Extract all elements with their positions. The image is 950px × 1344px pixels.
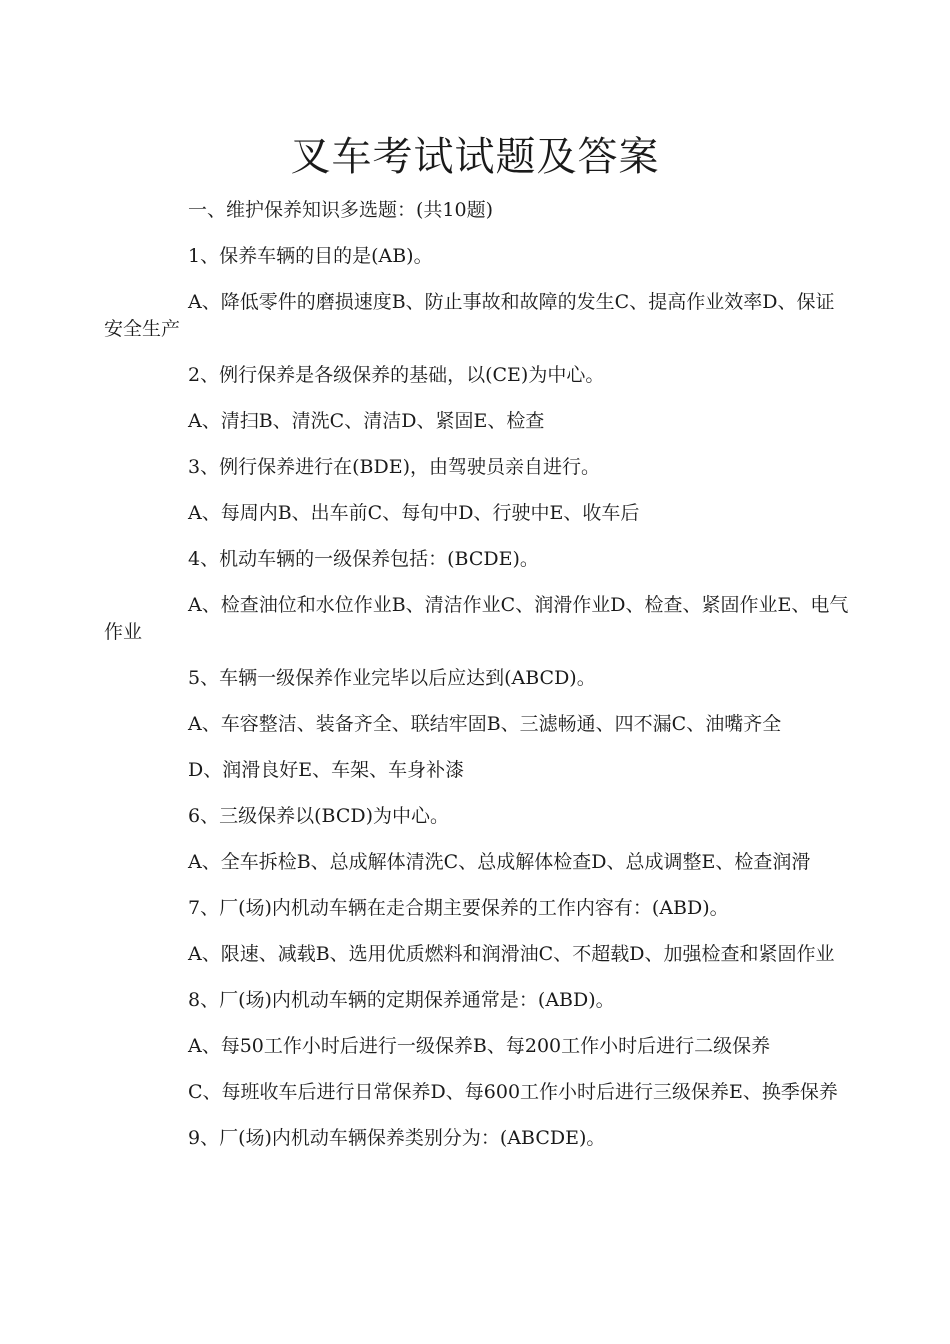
- question-6-options: A、全车拆检B、总成解体清洗C、总成解体检查D、总成调整E、检查润滑: [188, 851, 811, 873]
- question-5-options: A、车容整洁、装备齐全、联结牢固B、三滤畅通、四不漏C、油嘴齐全: [188, 713, 782, 735]
- question-1: 1、保养车辆的目的是(AB)。: [188, 245, 433, 267]
- section-heading: 一、维护保养知识多选题：(共10题): [188, 199, 494, 221]
- question-8-options: A、每50工作小时后进行一级保养B、每200工作小时后进行二级保养: [188, 1035, 771, 1057]
- question-5: 5、车辆一级保养作业完毕以后应达到(ABCD)。: [188, 667, 596, 689]
- question-3-options: A、每周内B、出车前C、每旬中D、行驶中E、收车后: [188, 502, 640, 524]
- question-4-options: A、检查油位和水位作业B、清洁作业C、润滑作业D、检查、紧固作业E、电气作业: [104, 594, 849, 643]
- question-2-options: A、清扫B、清洗C、清洁D、紧固E、检查: [188, 410, 545, 432]
- question-8-options-cont: C、每班收车后进行日常保养D、每600工作小时后进行三级保养E、换季保养: [188, 1081, 838, 1103]
- question-3: 3、例行保养进行在(BDE)，由驾驶员亲自进行。: [188, 456, 600, 478]
- question-1-options: A、降低零件的磨损速度B、防止事故和故障的发生C、提高作业效率D、保证安全生产: [104, 291, 835, 340]
- question-2: 2、例行保养是各级保养的基础，以(CE)为中心。: [188, 364, 605, 386]
- question-7: 7、厂(场)内机动车辆在走合期主要保养的工作内容有：(ABD)。: [188, 897, 729, 919]
- question-4: 4、机动车辆的一级保养包括：(BCDE)。: [188, 548, 539, 570]
- question-6: 6、三级保养以(BCD)为中心。: [188, 805, 450, 827]
- document-title: 叉车考试试题及答案: [290, 133, 660, 180]
- question-5-options-cont: D、润滑良好E、车架、车身补漆: [188, 759, 465, 781]
- document-body: [104, 197, 849, 1171]
- question-9: 9、厂(场)内机动车辆保养类别分为：(ABCDE)。: [188, 1127, 606, 1149]
- question-8: 8、厂(场)内机动车辆的定期保养通常是：(ABD)。: [188, 989, 615, 1011]
- question-7-options: A、限速、减载B、选用优质燃料和润滑油C、不超载D、加强检查和紧固作业: [188, 943, 835, 965]
